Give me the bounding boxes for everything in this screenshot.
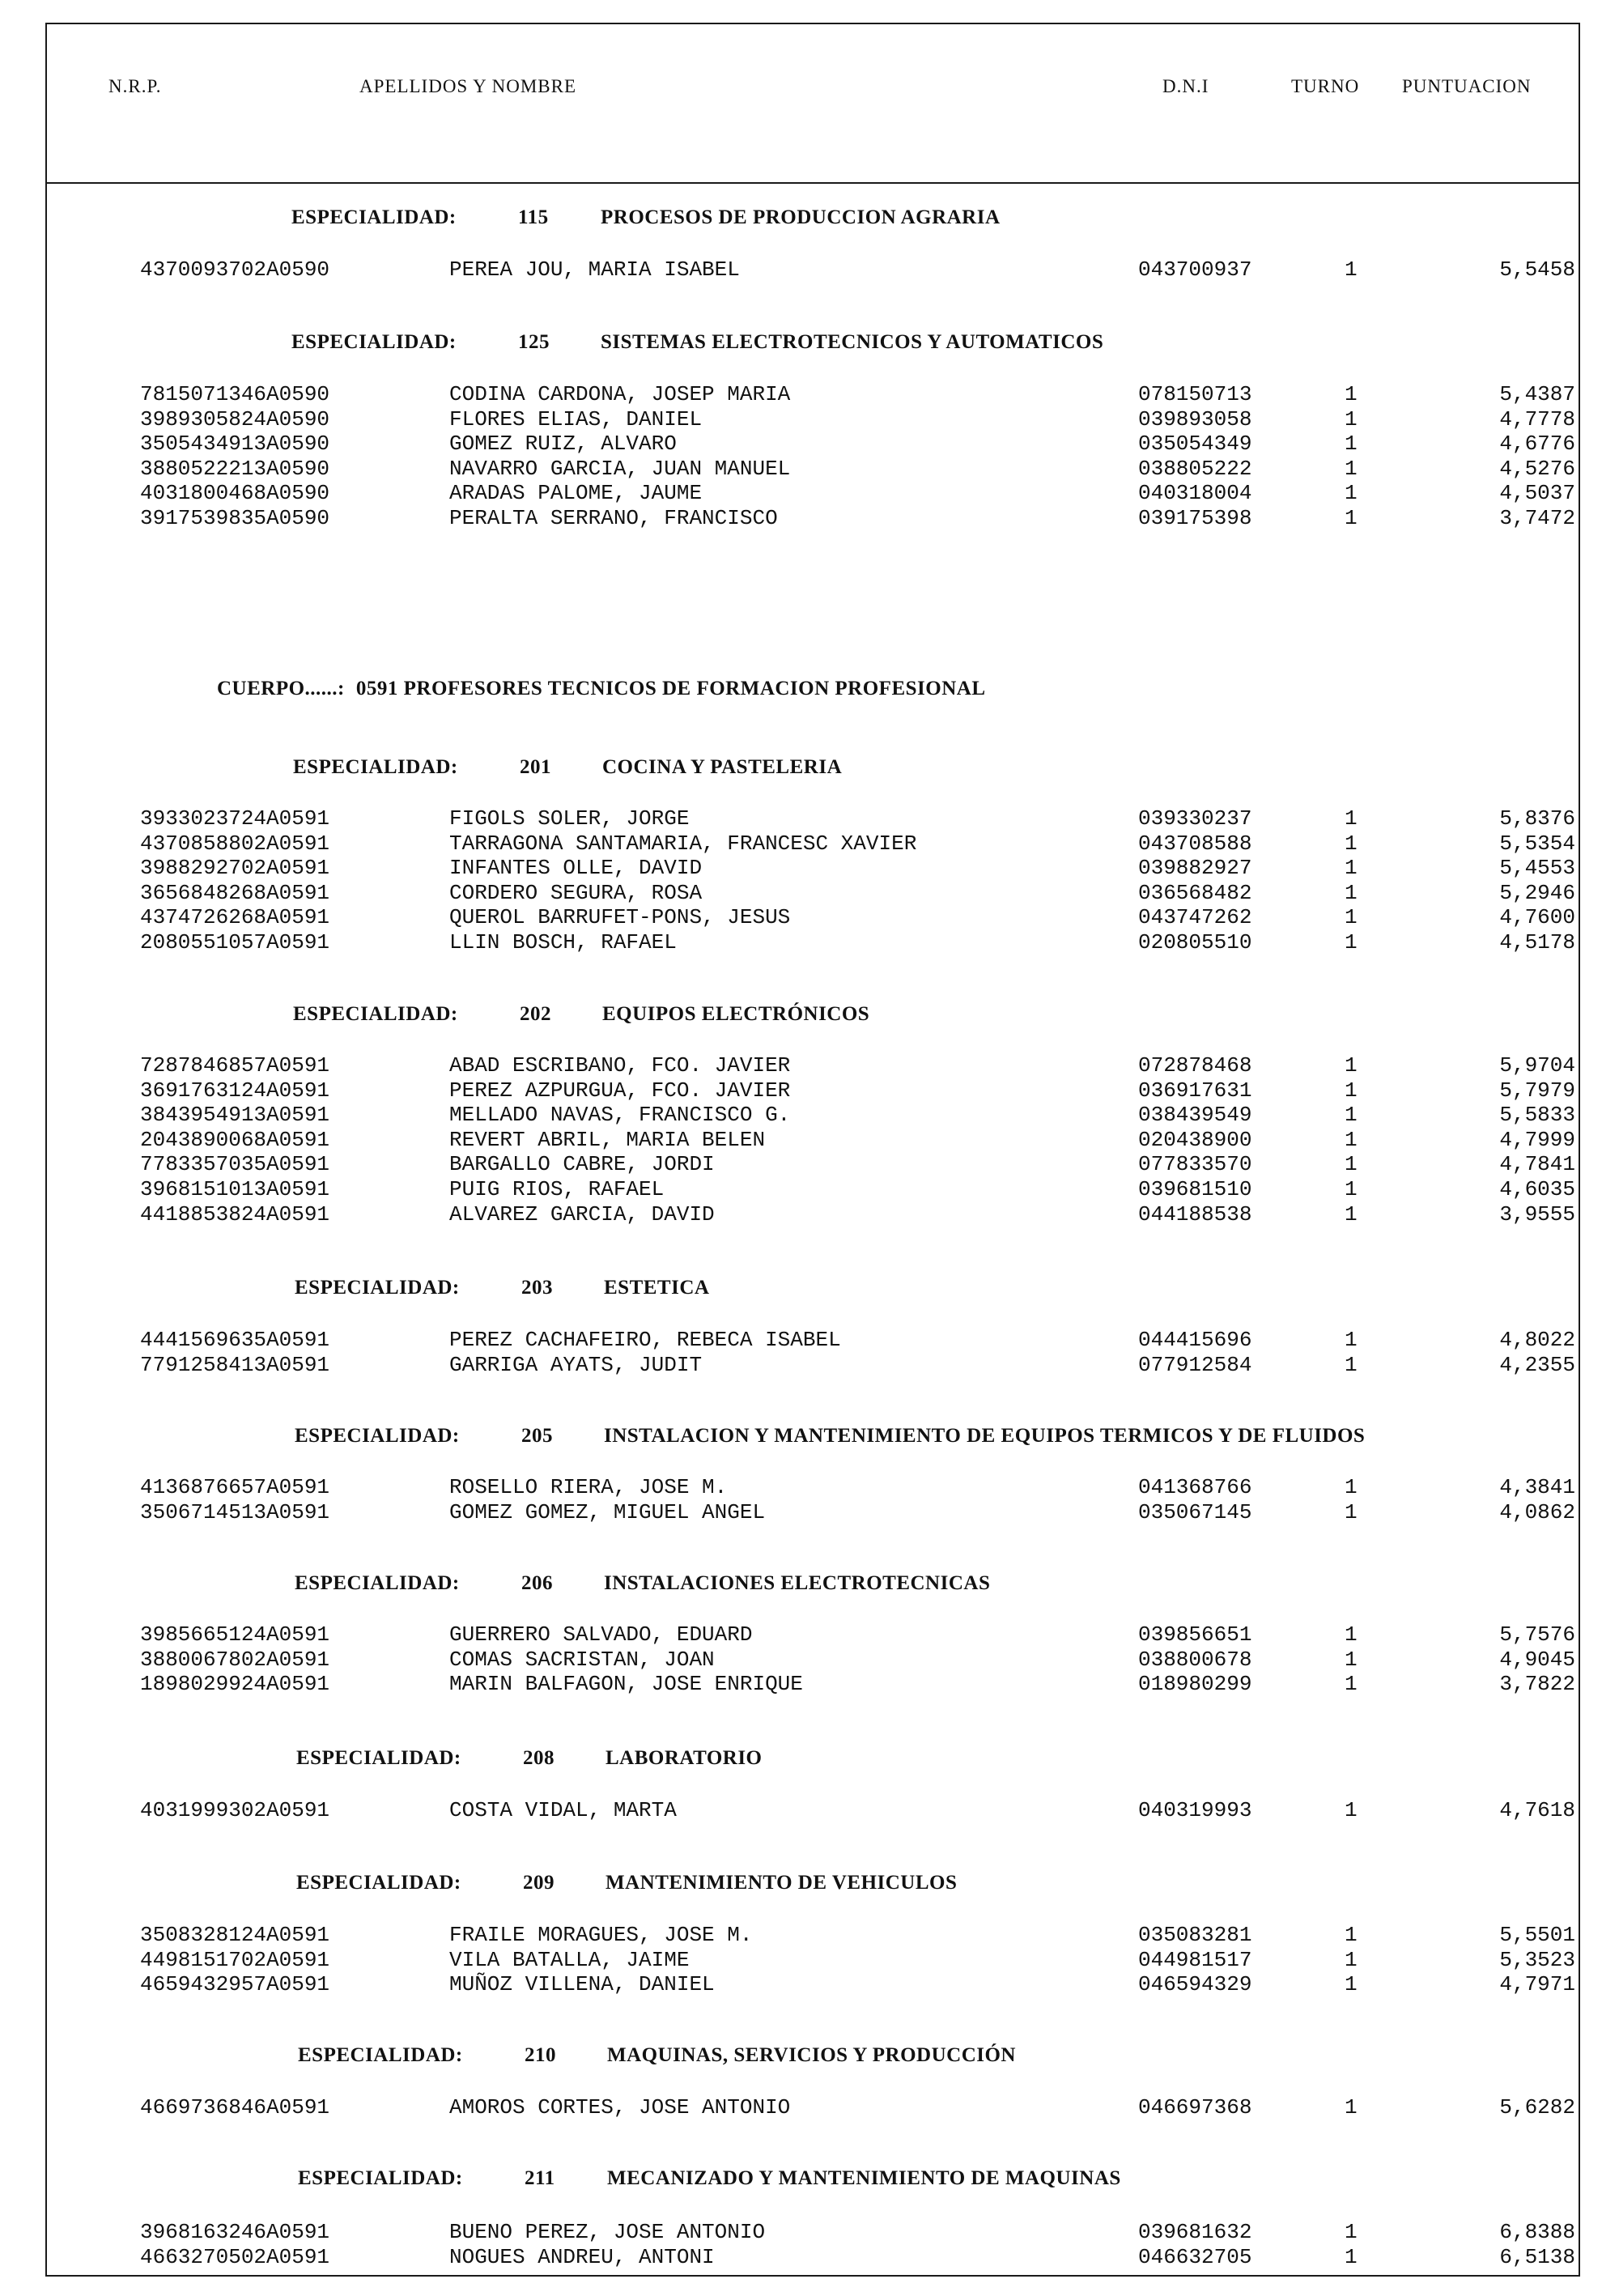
turno-cell: 1: [1345, 1053, 1358, 1078]
puntuacion-cell: 4,7999: [1499, 1127, 1575, 1152]
especialidad-label: ESPECIALIDAD:: [293, 1003, 458, 1025]
table-row: [47, 1972, 1579, 1996]
dni-cell: 078150713: [1138, 382, 1252, 406]
turno-cell: 1: [1345, 1078, 1358, 1103]
nrp-cell: 3989305824A0590: [140, 406, 330, 432]
nrp-cell: 2080551057A0591: [140, 930, 330, 955]
puntuacion-cell: 4,2355: [1499, 1352, 1575, 1377]
turno-cell: 1: [1345, 456, 1358, 481]
turno-cell: 1: [1345, 2095, 1358, 2120]
table-row: [47, 1798, 1579, 1822]
turno-cell: 1: [1345, 1647, 1358, 1672]
nrp-cell: 4370093702A0590: [140, 257, 330, 282]
dni-cell: 040318004: [1138, 481, 1252, 506]
dni-cell: 044415696: [1138, 1328, 1252, 1352]
dni-cell: 035083281: [1138, 1923, 1252, 1947]
turno-cell: 1: [1345, 481, 1358, 506]
dni-cell: 072878468: [1138, 1053, 1252, 1078]
name-cell: INFANTES OLLE, DAVID: [449, 856, 703, 881]
puntuacion-cell: 4,7600: [1499, 905, 1575, 930]
name-cell: PEREZ CACHAFEIRO, REBECA ISABEL: [449, 1328, 841, 1352]
especialidad-name: MECANIZADO Y MANTENIMIENTO DE MAQUINAS: [607, 2167, 1121, 2189]
table-row: [47, 1328, 1579, 1352]
dni-cell: 039856651: [1138, 1622, 1252, 1647]
especialidad-name: MANTENIMIENTO DE VEHICULOS: [606, 1872, 958, 1894]
dni-cell: 044981517: [1138, 1947, 1252, 1972]
turno-cell: 1: [1345, 1622, 1358, 1647]
turno-cell: 1: [1345, 1152, 1358, 1177]
nrp-cell: 3917539835A0590: [140, 506, 330, 530]
especialidad-name: ESTETICA: [604, 1277, 710, 1299]
especialidad-heading: [291, 331, 1103, 354]
puntuacion-cell: 4,5276: [1499, 456, 1575, 481]
name-cell: FIGOLS SOLER, JORGE: [449, 806, 690, 831]
nrp-cell: 3985665124A0591: [140, 1622, 330, 1647]
nrp-cell: 4659432957A0591: [140, 1972, 330, 1997]
puntuacion-cell: 4,6035: [1499, 1177, 1575, 1201]
puntuacion-cell: 5,9704: [1499, 1053, 1575, 1078]
nrp-cell: 3968151013A0591: [140, 1177, 330, 1201]
puntuacion-cell: 5,6282: [1499, 2095, 1575, 2120]
puntuacion-cell: 5,3523: [1499, 1947, 1575, 1972]
puntuacion-cell: 4,9045: [1499, 1647, 1575, 1672]
especialidad-label: ESPECIALIDAD:: [291, 331, 457, 353]
name-cell: GUERRERO SALVADO, EDUARD: [449, 1622, 753, 1647]
name-cell: BARGALLO CABRE, JORDI: [449, 1152, 715, 1177]
turno-cell: 1: [1345, 831, 1358, 856]
turno-cell: 1: [1345, 1127, 1358, 1152]
especialidad-label: ESPECIALIDAD:: [298, 2044, 463, 2066]
puntuacion-cell: 5,5458: [1499, 257, 1575, 282]
puntuacion-cell: 6,8388: [1499, 2220, 1575, 2244]
dni-cell: 035054349: [1138, 432, 1252, 457]
dni-cell: 077912584: [1138, 1352, 1252, 1377]
turno-cell: 1: [1345, 1947, 1358, 1972]
dni-cell: 040319993: [1138, 1798, 1252, 1822]
dni-cell: 039681632: [1138, 2220, 1252, 2244]
table-row: [47, 457, 1579, 481]
name-cell: VILA BATALLA, JAIME: [449, 1947, 690, 1972]
nrp-cell: 4031800468A0590: [140, 481, 330, 506]
dni-cell: 043700937: [1138, 257, 1252, 282]
especialidad-code: 202: [520, 1003, 551, 1025]
dni-cell: 039681510: [1138, 1177, 1252, 1201]
especialidad-label: ESPECIALIDAD:: [295, 1425, 460, 1447]
table-row: [47, 1648, 1579, 1672]
turno-cell: 1: [1345, 1972, 1358, 1997]
turno-cell: 1: [1345, 1352, 1358, 1377]
name-cell: ABAD ESCRIBANO, FCO. JAVIER: [449, 1053, 791, 1078]
especialidad-heading: [291, 206, 1001, 229]
puntuacion-cell: 5,5501: [1499, 1923, 1575, 1947]
especialidad-heading: [298, 2167, 1121, 2190]
table-row: [47, 881, 1579, 905]
nrp-cell: 3506714513A0591: [140, 1499, 330, 1524]
nrp-cell: 1898029924A0591: [140, 1672, 330, 1697]
puntuacion-cell: 4,7841: [1499, 1152, 1575, 1177]
table-row: [47, 1128, 1579, 1152]
turno-cell: 1: [1345, 257, 1358, 282]
nrp-cell: 7791258413A0591: [140, 1352, 330, 1377]
nrp-cell: 4441569635A0591: [140, 1328, 330, 1352]
dni-cell: 046697368: [1138, 2095, 1252, 2120]
especialidad-name: EQUIPOS ELECTRÓNICOS: [602, 1003, 870, 1025]
name-cell: GARRIGA AYATS, JUDIT: [449, 1352, 703, 1377]
name-cell: PERALTA SERRANO, FRANCISCO: [449, 506, 778, 530]
dni-cell: 038805222: [1138, 456, 1252, 481]
table-row: [47, 1202, 1579, 1227]
nrp-cell: 4418853824A0591: [140, 1201, 330, 1227]
turno-cell: 1: [1345, 1177, 1358, 1201]
turno-cell: 1: [1345, 2244, 1358, 2269]
dni-cell: 043708588: [1138, 831, 1252, 856]
especialidad-name: LABORATORIO: [606, 1747, 763, 1769]
turno-cell: 1: [1345, 2220, 1358, 2244]
table-row: [47, 1500, 1579, 1524]
name-cell: CORDERO SEGURA, ROSA: [449, 880, 703, 905]
cuerpo-heading: [217, 678, 986, 700]
puntuacion-cell: 4,0862: [1499, 1499, 1575, 1524]
table-row: [47, 831, 1579, 856]
puntuacion-cell: 3,9555: [1499, 1201, 1575, 1227]
turno-cell: 1: [1345, 930, 1358, 955]
especialidad-heading: [296, 1747, 763, 1770]
especialidad-heading: [295, 1572, 990, 1595]
table-row: [47, 1923, 1579, 1947]
especialidad-name: SISTEMAS ELECTROTECNICOS Y AUTOMATICOS: [601, 331, 1104, 353]
nrp-cell: 4663270502A0591: [140, 2244, 330, 2269]
especialidad-heading: [298, 2044, 1016, 2067]
especialidad-code: 115: [518, 206, 549, 228]
turno-cell: 1: [1345, 880, 1358, 905]
turno-cell: 1: [1345, 1201, 1358, 1227]
nrp-cell: 4374726268A0591: [140, 905, 330, 930]
name-cell: LLIN BOSCH, RAFAEL: [449, 930, 677, 955]
turno-cell: 1: [1345, 1923, 1358, 1947]
name-cell: MARIN BALFAGON, JOSE ENRIQUE: [449, 1672, 803, 1697]
table-row: [47, 1475, 1579, 1499]
puntuacion-cell: 5,8376: [1499, 806, 1575, 831]
name-cell: ROSELLO RIERA, JOSE M.: [449, 1475, 728, 1499]
puntuacion-cell: 3,7472: [1499, 506, 1575, 530]
puntuacion-cell: 3,7822: [1499, 1672, 1575, 1697]
puntuacion-cell: 5,5354: [1499, 831, 1575, 856]
name-cell: PUIG RIOS, RAFAEL: [449, 1177, 665, 1201]
nrp-cell: 3691763124A0591: [140, 1078, 330, 1103]
name-cell: FLORES ELIAS, DANIEL: [449, 406, 703, 432]
nrp-cell: 4136876657A0591: [140, 1475, 330, 1499]
document-frame: [45, 23, 1580, 2277]
especialidad-label: ESPECIALIDAD:: [298, 2167, 463, 2189]
table-row: [47, 1103, 1579, 1127]
especialidad-label: ESPECIALIDAD:: [295, 1572, 460, 1594]
name-cell: NOGUES ANDREU, ANTONI: [449, 2244, 715, 2269]
table-row: [47, 382, 1579, 406]
puntuacion-cell: 4,7778: [1499, 406, 1575, 432]
name-cell: GOMEZ GOMEZ, MIGUEL ANGEL: [449, 1499, 766, 1524]
dni-cell: 018980299: [1138, 1672, 1252, 1697]
name-cell: REVERT ABRIL, MARIA BELEN: [449, 1127, 766, 1152]
nrp-cell: 3933023724A0591: [140, 806, 330, 831]
table-row: [47, 905, 1579, 929]
nrp-cell: 3968163246A0591: [140, 2220, 330, 2244]
table-row: [47, 2220, 1579, 2244]
turno-cell: 1: [1345, 1499, 1358, 1524]
nrp-cell: 4370858802A0591: [140, 831, 330, 856]
especialidad-code: 205: [521, 1425, 553, 1447]
puntuacion-cell: 4,6776: [1499, 432, 1575, 457]
puntuacion-cell: 5,4553: [1499, 856, 1575, 881]
especialidad-heading: [293, 756, 842, 779]
turno-cell: 1: [1345, 1475, 1358, 1499]
nrp-cell: 3880522213A0590: [140, 456, 330, 481]
name-cell: QUEROL BARRUFET-PONS, JESUS: [449, 905, 791, 930]
name-cell: NAVARRO GARCIA, JUAN MANUEL: [449, 456, 791, 481]
nrp-cell: 3505434913A0590: [140, 432, 330, 457]
dni-cell: 044188538: [1138, 1201, 1252, 1227]
table-row: [47, 481, 1579, 505]
header-puntuacion: PUNTUACION: [1402, 76, 1532, 96]
nrp-cell: 3880067802A0591: [140, 1647, 330, 1672]
nrp-cell: 4031999302A0591: [140, 1798, 330, 1822]
header-turno: TURNO: [1291, 76, 1360, 96]
name-cell: ALVAREZ GARCIA, DAVID: [449, 1201, 715, 1227]
table-row: [47, 2245, 1579, 2269]
especialidad-label: ESPECIALIDAD:: [291, 206, 457, 228]
name-cell: BUENO PEREZ, JOSE ANTONIO: [449, 2220, 766, 2244]
dni-cell: 035067145: [1138, 1499, 1252, 1524]
table-row: [47, 856, 1579, 880]
puntuacion-cell: 4,8022: [1499, 1328, 1575, 1352]
dni-cell: 039882927: [1138, 856, 1252, 881]
nrp-cell: 3988292702A0591: [140, 856, 330, 881]
name-cell: AMOROS CORTES, JOSE ANTONIO: [449, 2095, 791, 2120]
dni-cell: 020438900: [1138, 1127, 1252, 1152]
especialidad-code: 125: [518, 331, 550, 353]
dni-cell: 043747262: [1138, 905, 1252, 930]
table-row: [47, 1177, 1579, 1201]
turno-cell: 1: [1345, 382, 1358, 406]
especialidad-code: 201: [520, 756, 551, 778]
turno-cell: 1: [1345, 406, 1358, 432]
especialidad-label: ESPECIALIDAD:: [293, 756, 458, 778]
column-header: [47, 24, 1579, 184]
especialidad-heading: [296, 1872, 957, 1894]
turno-cell: 1: [1345, 1672, 1358, 1697]
table-row: [47, 1152, 1579, 1176]
turno-cell: 1: [1345, 432, 1358, 457]
especialidad-code: 211: [525, 2167, 555, 2189]
name-cell: PEREA JOU, MARIA ISABEL: [449, 257, 740, 282]
table-row: [47, 806, 1579, 831]
especialidad-name: INSTALACIONES ELECTROTECNICAS: [604, 1572, 991, 1594]
especialidad-name: COCINA Y PASTELERIA: [602, 756, 843, 778]
turno-cell: 1: [1345, 905, 1358, 930]
puntuacion-cell: 4,7971: [1499, 1972, 1575, 1997]
especialidad-code: 209: [523, 1872, 555, 1894]
nrp-cell: 3656848268A0591: [140, 880, 330, 905]
puntuacion-cell: 4,3841: [1499, 1475, 1575, 1499]
nrp-cell: 4669736846A0591: [140, 2095, 330, 2120]
nrp-cell: 7815071346A0590: [140, 382, 330, 406]
dni-cell: 036568482: [1138, 880, 1252, 905]
nrp-cell: 3508328124A0591: [140, 1923, 330, 1947]
header-nrp: N.R.P.: [108, 76, 162, 96]
name-cell: CODINA CARDONA, JOSEP MARIA: [449, 382, 791, 406]
puntuacion-cell: 5,5833: [1499, 1103, 1575, 1128]
puntuacion-cell: 5,7979: [1499, 1078, 1575, 1103]
table-row: [47, 506, 1579, 530]
dni-cell: 038800678: [1138, 1647, 1252, 1672]
nrp-cell: 2043890068A0591: [140, 1127, 330, 1152]
table-row: [47, 1948, 1579, 1972]
dni-cell: 036917631: [1138, 1078, 1252, 1103]
especialidad-code: 203: [521, 1277, 553, 1299]
dni-cell: 020805510: [1138, 930, 1252, 955]
name-cell: TARRAGONA SANTAMARIA, FRANCESC XAVIER: [449, 831, 917, 856]
puntuacion-cell: 4,5037: [1499, 481, 1575, 506]
especialidad-heading: [293, 1003, 869, 1026]
turno-cell: 1: [1345, 1103, 1358, 1128]
puntuacion-cell: 5,7576: [1499, 1622, 1575, 1647]
nrp-cell: 7287846857A0591: [140, 1053, 330, 1078]
table-row: [47, 257, 1579, 282]
especialidad-name: INSTALACION Y MANTENIMIENTO DE EQUIPOS TERMICOS Y DE FLUIDOS: [604, 1425, 1366, 1447]
name-cell: FRAILE MORAGUES, JOSE M.: [449, 1923, 753, 1947]
name-cell: COMAS SACRISTAN, JOAN: [449, 1647, 715, 1672]
name-cell: MUÑOZ VILLENA, DANIEL: [449, 1972, 715, 1997]
especialidad-label: ESPECIALIDAD:: [295, 1277, 460, 1299]
name-cell: ARADAS PALOME, JAUME: [449, 481, 703, 506]
turno-cell: 1: [1345, 856, 1358, 881]
table-row: [47, 1353, 1579, 1377]
name-cell: COSTA VIDAL, MARTA: [449, 1798, 677, 1822]
header-name: APELLIDOS Y NOMBRE: [359, 76, 577, 96]
puntuacion-cell: 6,5138: [1499, 2244, 1575, 2269]
table-row: [47, 1053, 1579, 1078]
dni-cell: 046632705: [1138, 2244, 1252, 2269]
turno-cell: 1: [1345, 1798, 1358, 1822]
especialidad-code: 208: [523, 1747, 555, 1769]
turno-cell: 1: [1345, 1328, 1358, 1352]
puntuacion-cell: 5,2946: [1499, 880, 1575, 905]
dni-cell: 039175398: [1138, 506, 1252, 530]
table-row: [47, 930, 1579, 955]
table-row: [47, 1078, 1579, 1103]
especialidad-heading: [295, 1277, 709, 1299]
especialidad-code: 206: [521, 1572, 553, 1594]
puntuacion-cell: 4,7618: [1499, 1798, 1575, 1822]
especialidad-label: ESPECIALIDAD:: [296, 1747, 461, 1769]
nrp-cell: 7783357035A0591: [140, 1152, 330, 1177]
especialidad-heading: [295, 1425, 1365, 1448]
name-cell: MELLADO NAVAS, FRANCISCO G.: [449, 1103, 791, 1128]
dni-cell: 041368766: [1138, 1475, 1252, 1499]
cuerpo-text: 0591 PROFESORES TECNICOS DE FORMACION PROFESIONAL: [355, 678, 986, 699]
especialidad-label: ESPECIALIDAD:: [296, 1872, 461, 1894]
dni-cell: 038439549: [1138, 1103, 1252, 1128]
puntuacion-cell: 5,4387: [1499, 382, 1575, 406]
nrp-cell: 4498151702A0591: [140, 1947, 330, 1972]
table-row: [47, 2095, 1579, 2120]
especialidad-code: 210: [525, 2044, 556, 2066]
dni-cell: 039330237: [1138, 806, 1252, 831]
dni-cell: 077833570: [1138, 1152, 1252, 1177]
cuerpo-label: CUERPO......:: [217, 678, 345, 699]
table-row: [47, 407, 1579, 432]
name-cell: GOMEZ RUIZ, ALVARO: [449, 432, 677, 457]
turno-cell: 1: [1345, 806, 1358, 831]
dni-cell: 046594329: [1138, 1972, 1252, 1997]
especialidad-name: PROCESOS DE PRODUCCION AGRARIA: [601, 206, 1001, 228]
table-row: [47, 1622, 1579, 1647]
header-dni: D.N.I: [1162, 76, 1209, 96]
table-row: [47, 1672, 1579, 1696]
especialidad-name: MAQUINAS, SERVICIOS Y PRODUCCIÓN: [607, 2044, 1016, 2066]
name-cell: PEREZ AZPURGUA, FCO. JAVIER: [449, 1078, 791, 1103]
nrp-cell: 3843954913A0591: [140, 1103, 330, 1128]
table-row: [47, 432, 1579, 456]
puntuacion-cell: 4,5178: [1499, 930, 1575, 955]
dni-cell: 039893058: [1138, 406, 1252, 432]
turno-cell: 1: [1345, 506, 1358, 530]
